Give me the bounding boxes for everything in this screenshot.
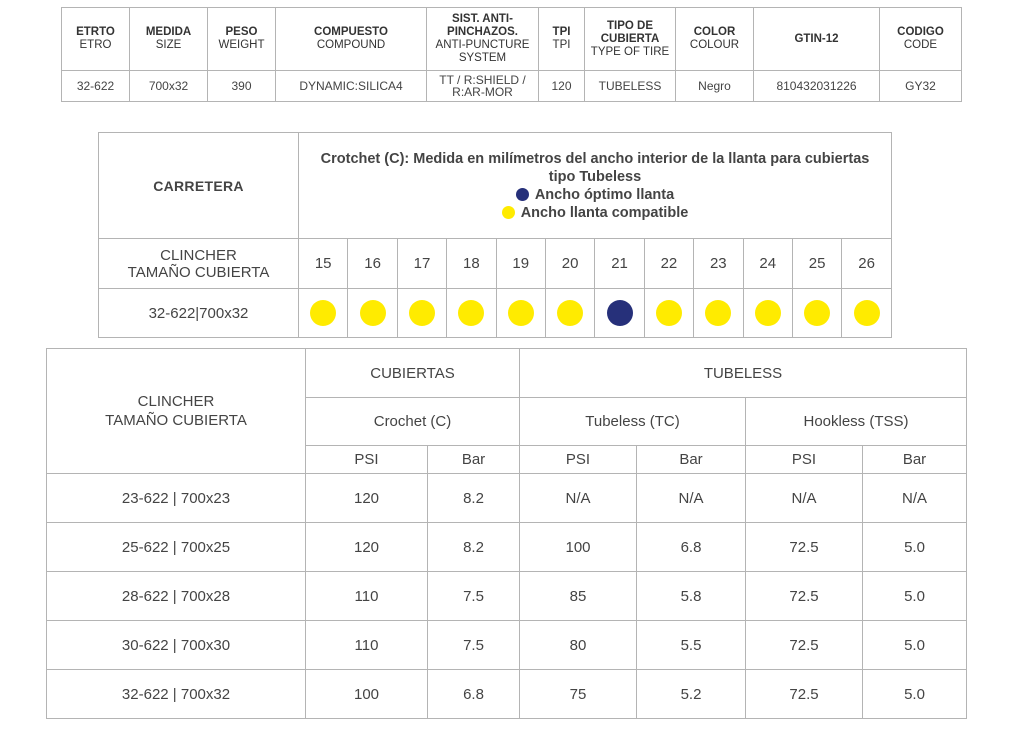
legend-optimal [299, 186, 891, 204]
pressure-value-cell: 72.5 [746, 572, 863, 621]
crochet-subheader: Crochet (C) [306, 398, 520, 446]
spec-cell: Negro [676, 71, 754, 102]
tire-size-label: TAMAÑO CUBIERTA [127, 263, 270, 281]
spec-table [61, 7, 962, 102]
tire-size-cell: 32-622|700x32 [99, 289, 299, 338]
spec-header-color: COLOR COLOUR [676, 8, 754, 71]
pressure-value-cell: 110 [306, 621, 428, 670]
pressure-value-cell: 75 [520, 670, 637, 719]
legend-compatible-label: Ancho llanta compatible [520, 204, 689, 221]
tire-size-cell: 32-622 | 700x32 [47, 670, 306, 719]
compatible-dot-icon [508, 300, 534, 326]
unit-header: PSI [746, 446, 863, 474]
rim-width-17: 17 [397, 239, 446, 289]
spec-header-tire-type: TIPO DE CUBIERTA TYPE OF TIRE [585, 8, 676, 71]
pressure-value-cell: 5.2 [637, 670, 746, 719]
pressure-value-cell: N/A [746, 474, 863, 523]
pressure-value-cell: 85 [520, 572, 637, 621]
spec-header-medida: MEDIDA SIZE [130, 8, 208, 71]
table-row [47, 523, 967, 572]
pressure-value-cell: 8.2 [428, 523, 520, 572]
unit-header: Bar [863, 446, 967, 474]
pressure-size-header [47, 349, 306, 474]
spec-cell: DYNAMIC:SILICA4 [276, 71, 427, 102]
rim-width-row [99, 239, 892, 289]
spec-header-tpi: TPI TPI [539, 8, 585, 71]
compatible-dot-icon [656, 300, 682, 326]
pressure-value-cell: 5.5 [637, 621, 746, 670]
tubeless-group-header: TUBELESS [520, 349, 967, 398]
rim-width-21: 21 [595, 239, 644, 289]
compatible-dot-icon [755, 300, 781, 326]
pressure-value-cell: 7.5 [428, 572, 520, 621]
pressure-value-cell: 7.5 [428, 621, 520, 670]
rim-width-24: 24 [743, 239, 792, 289]
tubeless-tc-subheader: Tubeless (TC) [520, 398, 746, 446]
rim-width-26: 26 [842, 239, 892, 289]
compatible-dot-icon [854, 300, 880, 326]
clincher-size-label [99, 239, 299, 289]
rim-width-23: 23 [694, 239, 743, 289]
spec-cell: TT / R:SHIELD / R:AR-MOR [427, 71, 539, 102]
spec-header-code: CODIGO CODE [880, 8, 962, 71]
compatible-dot-icon [557, 300, 583, 326]
legend-optimal-label: Ancho óptimo llanta [534, 186, 675, 203]
spec-cell: GY32 [880, 71, 962, 102]
compatible-dot-icon [409, 300, 435, 326]
clincher-header: CLINCHER [137, 393, 215, 410]
table-row [47, 670, 967, 719]
compatible-dot-icon [458, 300, 484, 326]
rim-width-18: 18 [447, 239, 496, 289]
unit-header: PSI [306, 446, 428, 474]
spec-cell: 700x32 [130, 71, 208, 102]
compatible-dot-icon [360, 300, 386, 326]
pressure-value-cell: 6.8 [428, 670, 520, 719]
table-row [47, 474, 967, 523]
rim-compat-cell [644, 289, 693, 338]
rim-width-20: 20 [545, 239, 594, 289]
pressure-value-cell: 6.8 [637, 523, 746, 572]
road-category-label: CARRETERA [99, 133, 299, 239]
unit-header: Bar [637, 446, 746, 474]
rim-compat-cell [743, 289, 792, 338]
optimal-dot-icon [516, 188, 529, 201]
pressure-value-cell: 72.5 [746, 670, 863, 719]
pressure-value-cell: N/A [520, 474, 637, 523]
pressure-value-cell: 72.5 [746, 621, 863, 670]
tire-size-header: TAMAÑO CUBIERTA [105, 412, 247, 429]
spec-header-anti-puncture: SIST. ANTI-PINCHAZOS. ANTI-PUNCTURE SYSTEM [427, 8, 539, 71]
pressure-value-cell: N/A [637, 474, 746, 523]
tire-size-cell: 28-622 | 700x28 [47, 572, 306, 621]
rim-width-table [98, 132, 892, 338]
rim-chart-header [299, 133, 892, 239]
spec-cell: TUBELESS [585, 71, 676, 102]
spec-cell: 120 [539, 71, 585, 102]
pressure-value-cell: 8.2 [428, 474, 520, 523]
rim-width-25: 25 [792, 239, 841, 289]
spec-cell: 32-622 [62, 71, 130, 102]
rim-compat-cell [595, 289, 644, 338]
rim-compat-cell [694, 289, 743, 338]
pressure-value-cell: 72.5 [746, 523, 863, 572]
unit-header: PSI [520, 446, 637, 474]
spec-header-etrto: ETRTO ETRO [62, 8, 130, 71]
table-row [47, 572, 967, 621]
rim-header-row [99, 133, 892, 239]
spec-cell: 390 [208, 71, 276, 102]
pressure-value-cell: 120 [306, 474, 428, 523]
spec-header-compuesto: COMPUESTO COMPOUND [276, 8, 427, 71]
pressure-table [46, 348, 967, 719]
tire-size-cell: 30-622 | 700x30 [47, 621, 306, 670]
rim-width-19: 19 [496, 239, 545, 289]
compatible-dot-icon [310, 300, 336, 326]
pressure-value-cell: 100 [306, 670, 428, 719]
pressure-value-cell: 5.0 [863, 572, 967, 621]
tire-size-cell: 25-622 | 700x25 [47, 523, 306, 572]
clincher-label: CLINCHER [160, 246, 237, 264]
rim-compat-cell [299, 289, 348, 338]
cubiertas-group-header: CUBIERTAS [306, 349, 520, 398]
pressure-body [47, 474, 967, 719]
rim-compat-cell [348, 289, 397, 338]
rim-compat-cell [545, 289, 594, 338]
rim-compat-cell [496, 289, 545, 338]
pressure-value-cell: 5.0 [863, 523, 967, 572]
spec-header-gtin: GTIN-12 [754, 8, 880, 71]
unit-header: Bar [428, 446, 520, 474]
rim-width-15: 15 [299, 239, 348, 289]
pressure-value-cell: 100 [520, 523, 637, 572]
hookless-subheader: Hookless (TSS) [746, 398, 967, 446]
pressure-value-cell: 80 [520, 621, 637, 670]
rim-width-22: 22 [644, 239, 693, 289]
pressure-value-cell: 120 [306, 523, 428, 572]
compatible-dot-icon [804, 300, 830, 326]
pressure-value-cell: 110 [306, 572, 428, 621]
rim-chart-title: Crotchet (C): Medida en milímetros del ancho interior de la llanta para cubiertas tipo Tubeless [320, 150, 870, 185]
legend-compatible [299, 204, 891, 222]
spec-data-row [62, 71, 962, 102]
rim-compat-cell [792, 289, 841, 338]
pressure-value-cell: 5.0 [863, 670, 967, 719]
pressure-value-cell: 5.8 [637, 572, 746, 621]
rim-compat-cell [842, 289, 892, 338]
rim-width-16: 16 [348, 239, 397, 289]
spec-cell: 810432031226 [754, 71, 880, 102]
spec-header-peso: PESO WEIGHT [208, 8, 276, 71]
rim-compat-cell [397, 289, 446, 338]
compatible-dot-icon [705, 300, 731, 326]
pressure-value-cell: 5.0 [863, 621, 967, 670]
tire-size-cell: 23-622 | 700x23 [47, 474, 306, 523]
spec-header-row [62, 8, 962, 71]
rim-compat-cell [447, 289, 496, 338]
rim-compat-row [99, 289, 892, 338]
optimal-dot-icon [607, 300, 633, 326]
pressure-value-cell: N/A [863, 474, 967, 523]
table-row [47, 621, 967, 670]
compatible-dot-icon [502, 206, 515, 219]
